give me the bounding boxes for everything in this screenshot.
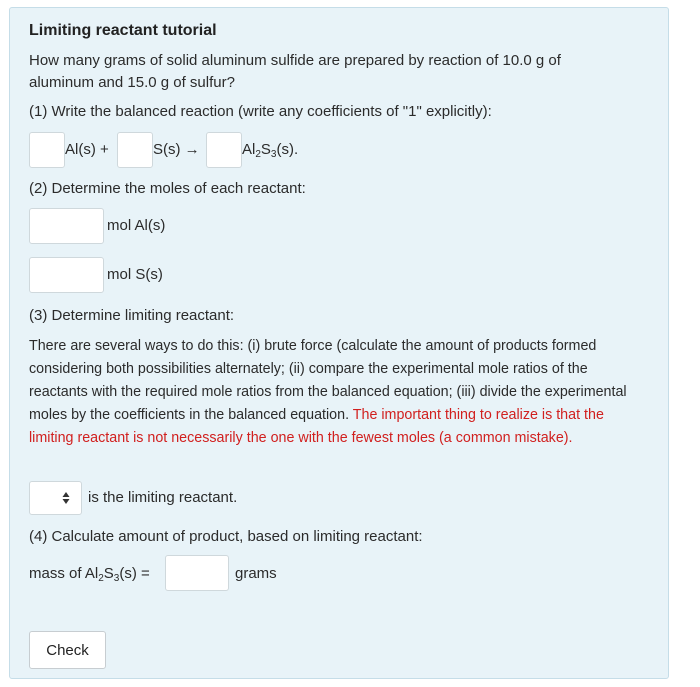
limiting-reactant-suffix: is the limiting reactant.: [88, 489, 238, 506]
question-line-2: aluminum and 15.0 g of sulfur?: [29, 74, 235, 91]
moles-al-input[interactable]: [29, 208, 104, 244]
limiting-reactant-select[interactable]: [29, 481, 82, 515]
mass-product-unit: grams: [235, 565, 277, 582]
reactant-al-label: Al(s) +: [65, 141, 109, 158]
coefficient-al2s3-input[interactable]: [206, 132, 242, 168]
mass-product-input[interactable]: [165, 555, 229, 591]
moles-s-unit: mol S(s): [107, 266, 163, 283]
explanation-warning: The important thing to realize is that the limiting reactant is not necessarily the one with the fewest moles (a common mistake).: [29, 407, 604, 446]
moles-al-unit: mol Al(s): [107, 217, 166, 234]
reactant-s-label: S(s) →: [153, 141, 200, 158]
coefficient-al-input[interactable]: [29, 132, 65, 168]
product-al2s3-label: $Al_2S_3(s)$.: [242, 141, 299, 160]
explanation-text: There are several ways to do this: (i) brute force (calculate the amount of products formed considering both possibilities alternately; (ii) compare the experimental mole ratios of the reactants with the required mole ratios from the balanced equation; (iii) divide the experimental moles by the coefficients in the balanced equation.: [29, 338, 627, 423]
select-updown-icon: [62, 490, 70, 506]
limiting-reactant-explanation: [29, 335, 639, 450]
coefficient-s-input[interactable]: [117, 132, 153, 168]
step2-label: (2) Determine the moles of each reactant:: [29, 180, 306, 197]
tutorial-panel: [9, 7, 669, 679]
moles-s-input[interactable]: [29, 257, 104, 293]
check-button[interactable]: Check: [29, 631, 106, 669]
step3-label: (3) Determine limiting reactant:: [29, 307, 235, 324]
mass-product-label: mass of $Al_2S_3(s)$ =: [29, 565, 150, 584]
question-line-1: How many grams of solid aluminum sulfide are prepared by reaction of 10.0 g of: [29, 52, 561, 69]
step4-label: (4) Calculate amount of product, based on limiting reactant:: [29, 528, 423, 545]
step1-label: (1) Write the balanced reaction (write any coefficients of "1" explicitly):: [29, 103, 492, 120]
tutorial-title: Limiting reactant tutorial: [29, 22, 217, 39]
